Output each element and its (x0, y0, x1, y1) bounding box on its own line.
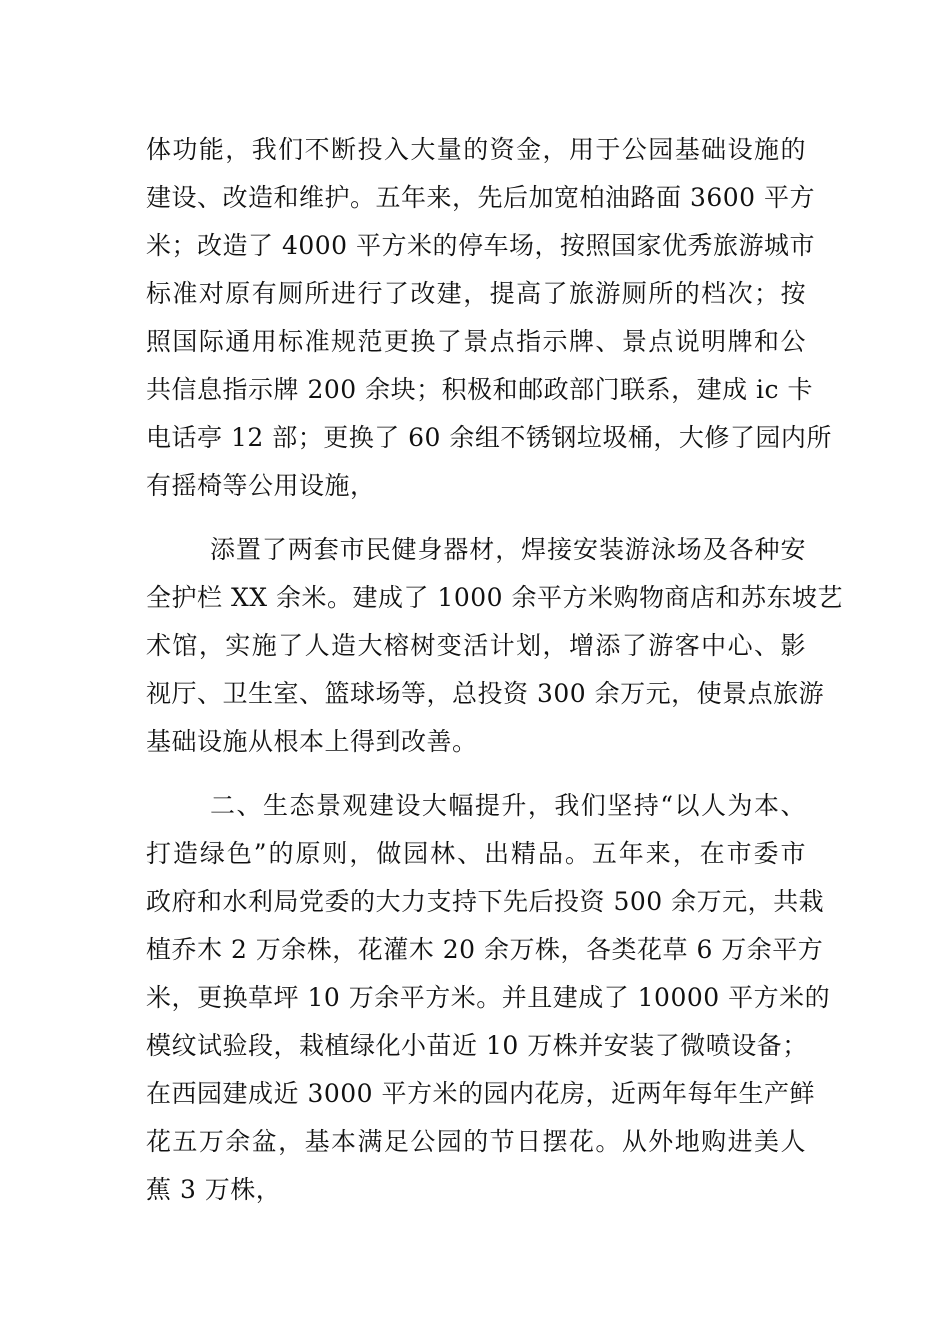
paragraph-1-line-2: 建设、改造和维护。五年来，先后加宽柏油路面 3600 平方 (146, 183, 816, 212)
paragraph-3-line-9: 蕉 3 万株， (146, 1175, 282, 1204)
paragraph-2-line-3: 术馆，实施了人造大榕树变活计划，增添了游客中心、影 (146, 631, 806, 660)
paragraph-1-line-3: 米；改造了 4000 平方米的停车场，按照国家优秀旅游城市 (146, 231, 816, 260)
paragraph-1-line-7: 电话亭 12 部；更换了 60 余组不锈钢垃圾桶，大修了园内所 (146, 423, 832, 452)
paragraph-2-line-2: 全护栏 XX 余米。建成了 1000 余平方米购物商店和苏东坡艺 (146, 583, 844, 612)
paragraph-3-line-3: 政府和水利局党委的大力支持下先后投资 500 余万元，共栽 (146, 887, 825, 916)
paragraph-3-line-2: 打造绿色”的原则，做园林、出精品。五年来，在市委市 (146, 839, 806, 868)
paragraph-1-line-4: 标准对原有厕所进行了改建，提高了旅游厕所的档次；按 (146, 279, 806, 308)
paragraph-1-line-1: 体功能，我们不断投入大量的资金，用于公园基础设施的 (146, 135, 806, 164)
paragraph-3-line-5: 米，更换草坪 10 万余平方米。并且建成了 10000 平方米的 (146, 983, 831, 1012)
paragraph-3-line-8: 花五万余盆，基本满足公园的节日摆花。从外地购进美人 (146, 1127, 806, 1156)
paragraph-2-line-4: 视厅、卫生室、篮球场等，总投资 300 余万元，使景点旅游 (146, 679, 825, 708)
paragraph-1-line-6: 共信息指示牌 200 余块；积极和邮政部门联系，建成 ic 卡 (146, 375, 814, 404)
paragraph-3-line-6: 模纹试验段，栽植绿化小苗近 10 万株并安装了微喷设备； (146, 1031, 808, 1060)
paragraph-2-line-1: 添置了两套市民健身器材，焊接安装游泳场及各种安 (210, 535, 806, 564)
paragraph-1-line-5: 照国际通用标准规范更换了景点指示牌、景点说明牌和公 (146, 327, 806, 356)
paragraph-3-line-1: 二、生态景观建设大幅提升，我们坚持“以人为本、 (210, 791, 806, 820)
paragraph-3-line-7: 在西园建成近 3000 平方米的园内花房，近两年每年生产鲜 (146, 1079, 816, 1108)
paragraph-3-line-4: 植乔木 2 万余株，花灌木 20 余万株，各类花草 6 万余平方 (146, 935, 824, 964)
paragraph-1-line-8: 有摇椅等公用设施， (146, 471, 376, 500)
paragraph-2-line-5: 基础设施从根本上得到改善。 (146, 727, 478, 756)
